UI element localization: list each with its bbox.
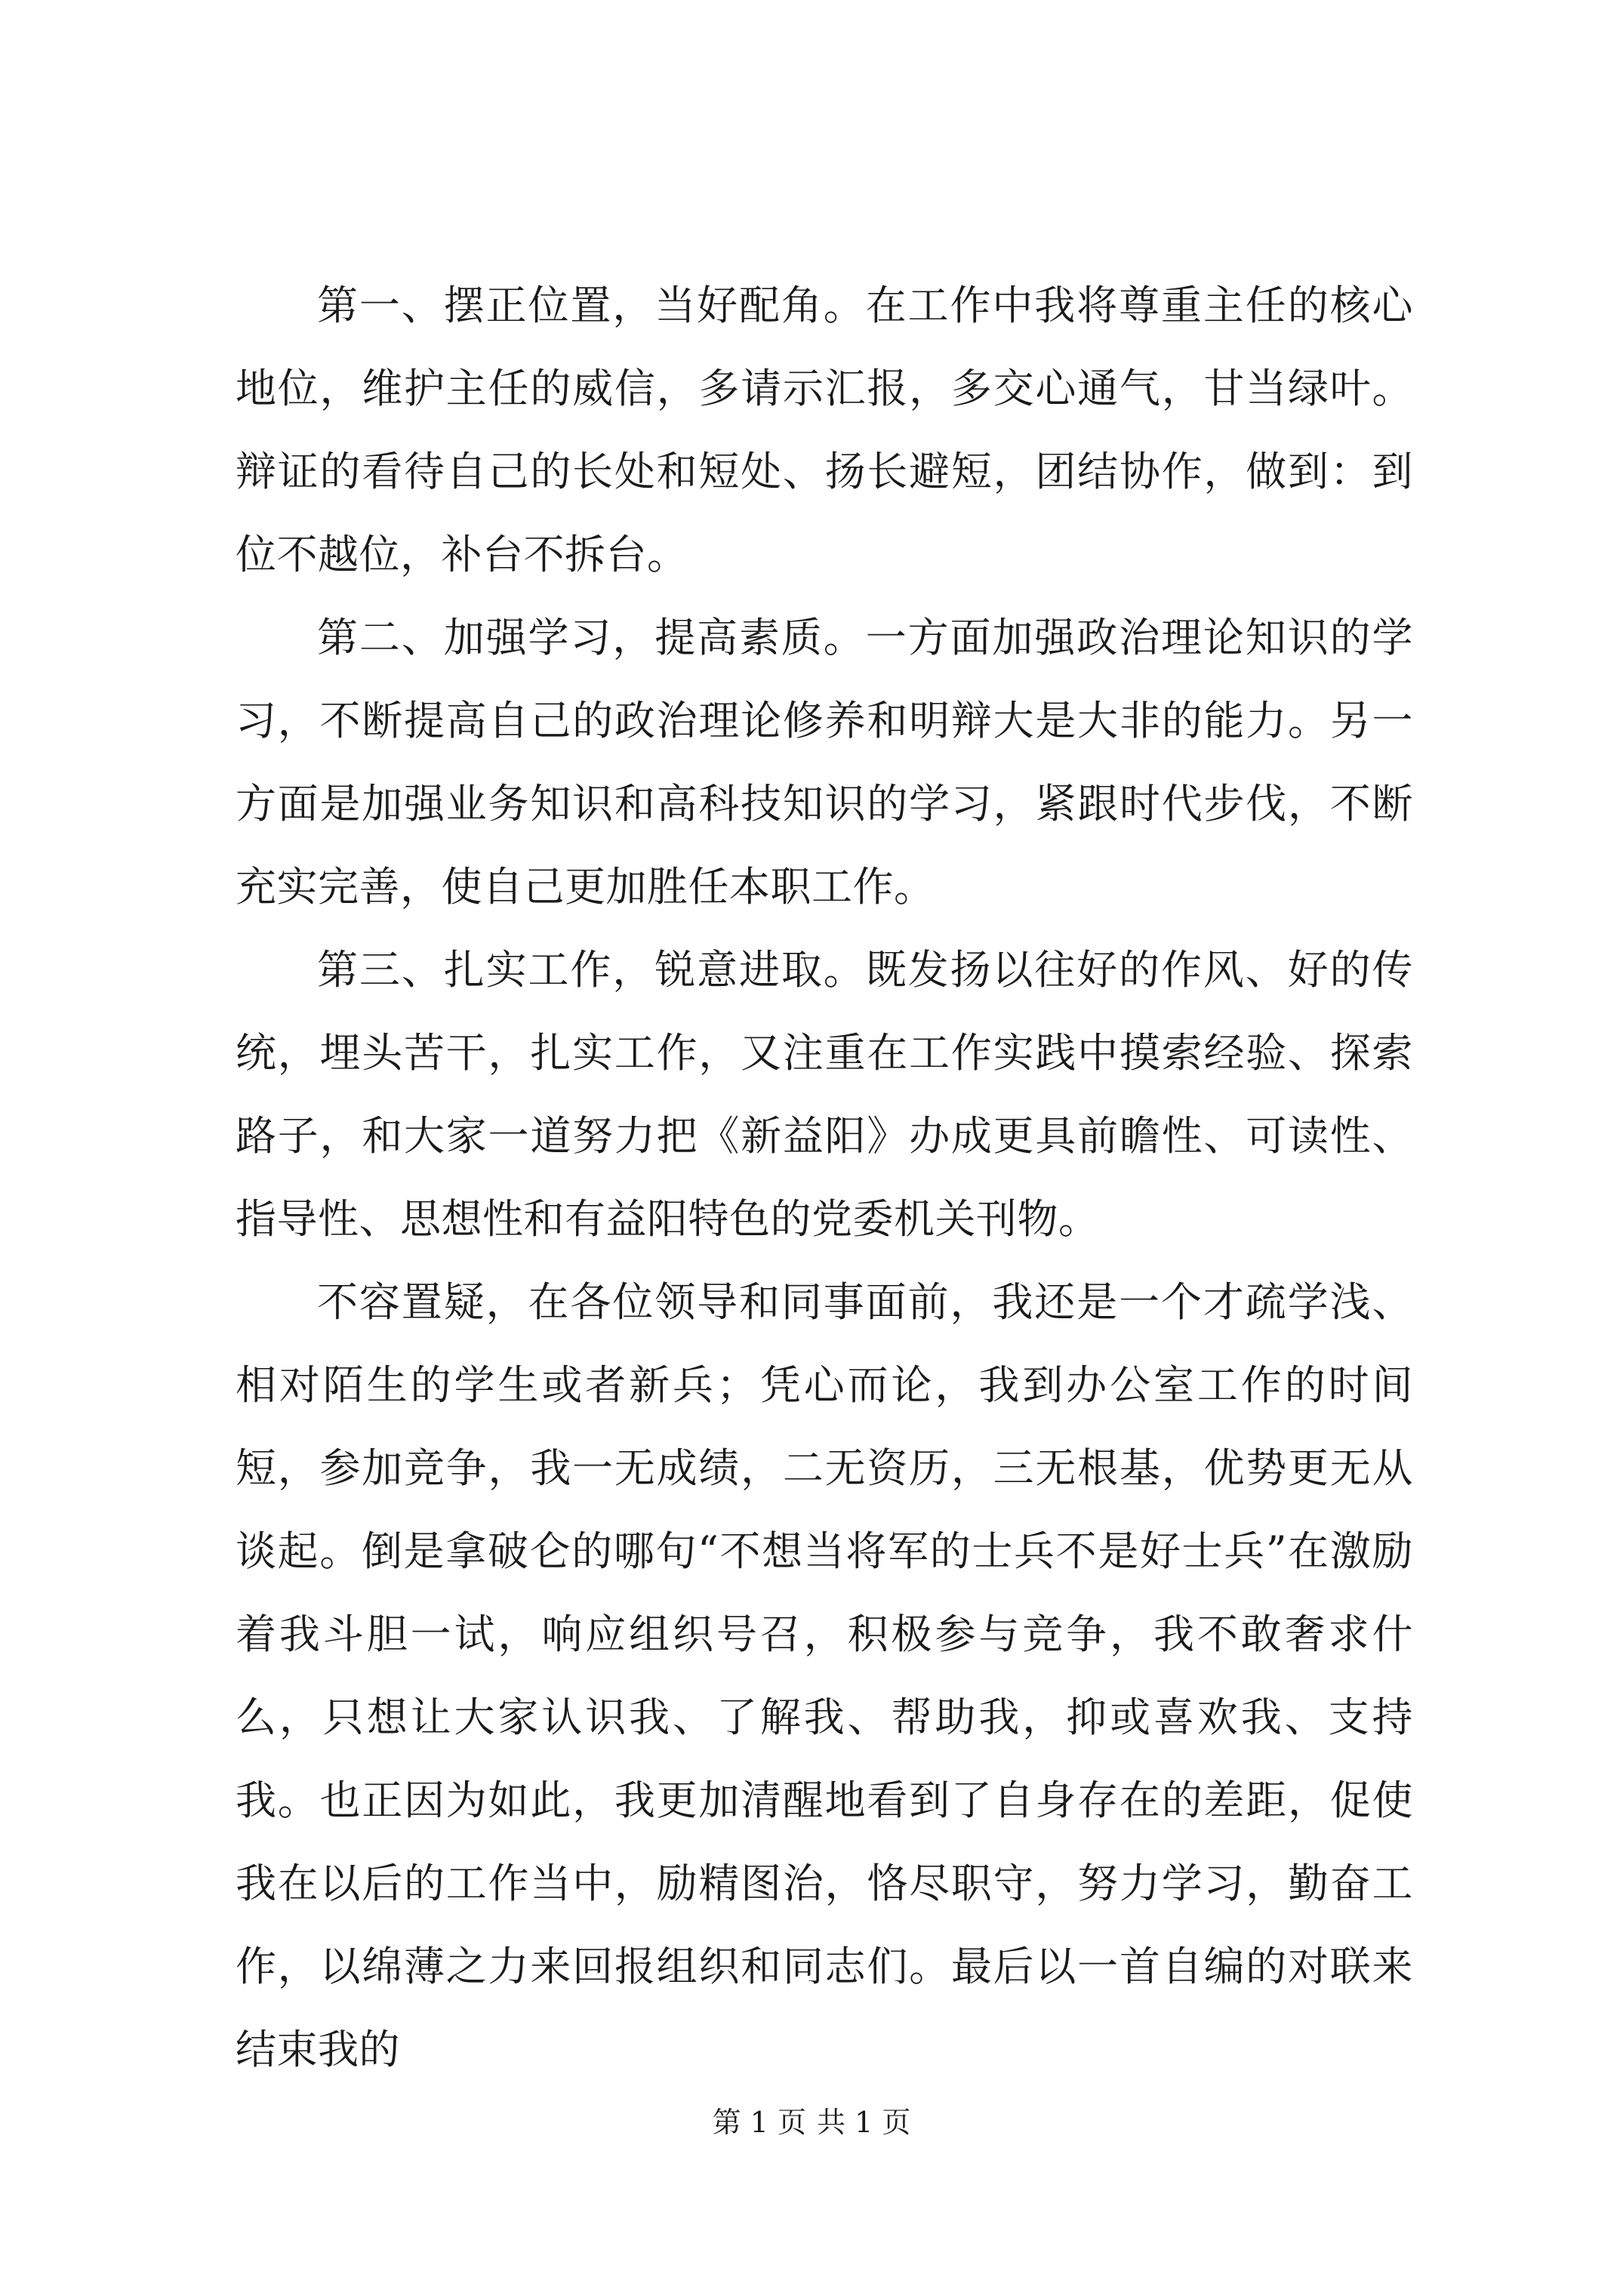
- paragraph-4: 不容置疑，在各位领导和同事面前，我还是一个才疏学浅、相对陌生的学生或者新兵；凭心而论，我到办公室工作的时间短，参加竞争，我一无成绩，二无资历，三无根基，优势更无从谈起。倒是拿破仑的哪句“不想当将军的士兵不是好士兵”在激励着我斗胆一试，响应组织号召，积极参与竞争，我不敢奢求什么，只想让大家认识我、了解我、帮助我，抑或喜欢我、支持我。也正因为如此，我更加清醒地看到了自身存在的差距，促使我在以后的工作当中，励精图治，恪尽职守，努力学习，勤奋工作，以绵薄之力来回报组织和同志们。最后以一首自编的对联来结束我的: [236, 1278, 1413, 2073]
- paragraph-2: 第二、加强学习，提高素质。一方面加强政治理论知识的学习，不断提高自己的政治理论修养和明辩大是大非的能力。另一方面是加强业务知识和高科技知识的学习，紧跟时代步伐，不断充实完善，使自己更加胜任本职工作。: [236, 614, 1413, 911]
- paragraph-1: 第一、摆正位置，当好配角。在工作中我将尊重主任的核心地位，维护主任的威信，多请示汇报，多交心通气，甘当绿叶。辩证的看待自己的长处和短处、扬长避短，团结协作，做到：到位不越位，补台不拆台。: [236, 282, 1413, 578]
- paragraph-3: 第三、扎实工作，锐意进取。既发扬以往好的作风、好的传统，埋头苦干，扎实工作，又注重在工作实践中摸索经验、探索路子，和大家一道努力把《新益阳》办成更具前瞻性、可读性、指导性、思想性和有益阳特色的党委机关刊物。: [236, 946, 1413, 1243]
- page-number: 第 1 页: [712, 2106, 806, 2139]
- document-body: [236, 264, 1413, 2091]
- page-total: 共 1 页: [817, 2106, 911, 2139]
- page-footer: [0, 2099, 1623, 2140]
